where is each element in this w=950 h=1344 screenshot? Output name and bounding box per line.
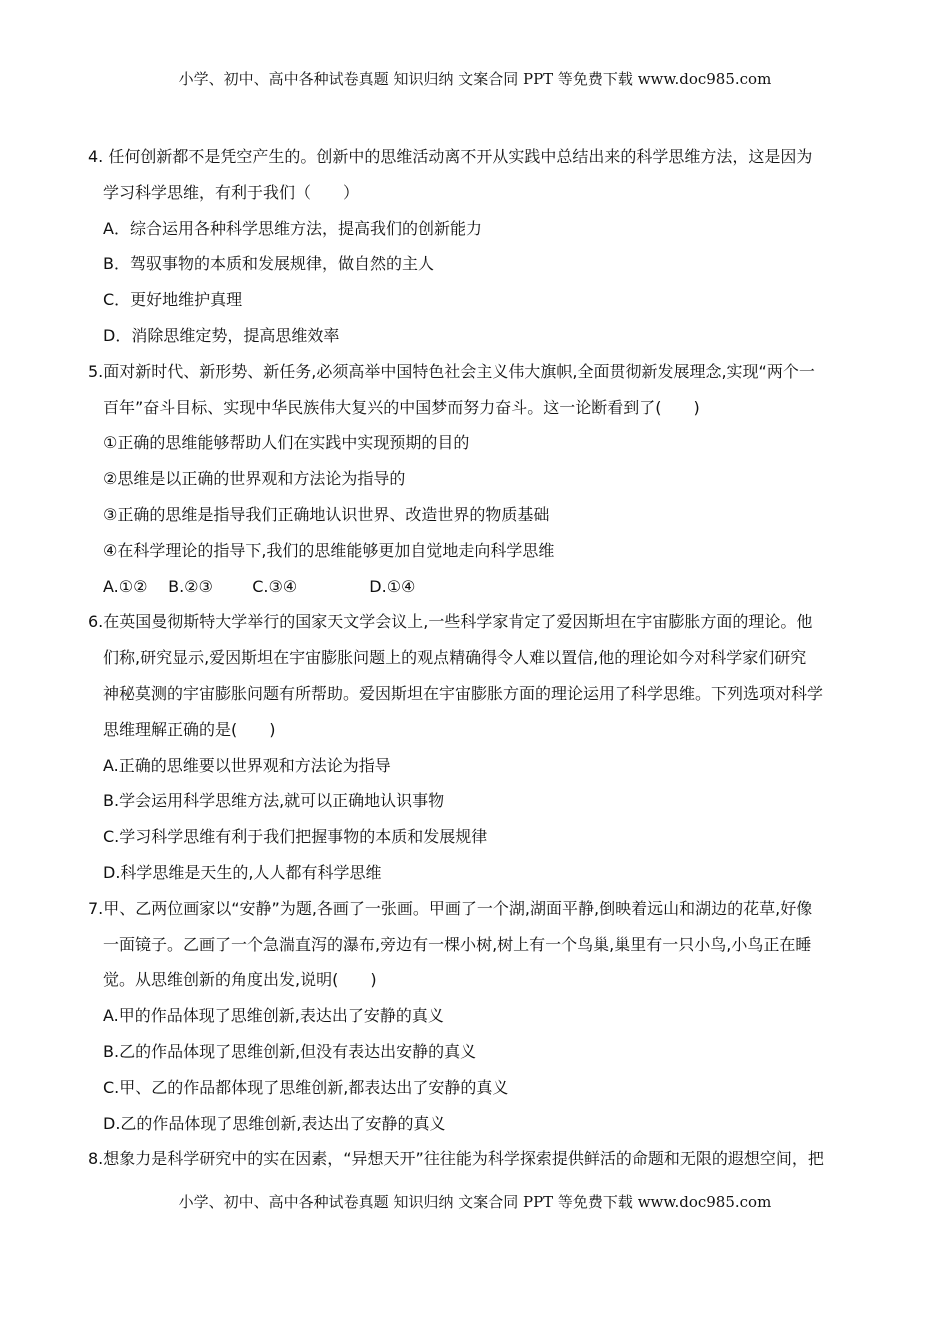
question-7-option-b: B.乙的作品体现了思维创新,但没有表达出安静的真义 — [103, 1041, 477, 1061]
question-6-stem-line-3: 神秘莫测的宇宙膨胀问题有所帮助。爱因斯坦在宇宙膨胀方面的理论运用了科学思维。下列选项对科学 — [103, 683, 824, 703]
question-5-stem-line-2: 百年”奋斗目标、实现中华民族伟大复兴的中国梦而努力奋斗。这一论断看到了( ) — [103, 397, 700, 417]
footer-banner: 小学、初中、高中各种试卷真题 知识归纳 文案合同 PPT 等免费下载 www.doc985.com — [178, 1193, 772, 1211]
question-6-option-c: C.学习科学思维有利于我们把握事物的本质和发展规律 — [103, 827, 488, 847]
question-4-stem-line-1: 4. 任何创新都不是凭空产生的。创新中的思维活动离不开从实践中总结出来的科学思维方法，这是因为 — [88, 147, 813, 166]
question-5-statement-3: ③正确的思维是指导我们正确地认识世界、改造世界的物质基础 — [103, 504, 550, 524]
question-4-option-d: D．消除思维定势，提高思维效率 — [103, 325, 340, 345]
question-5 — [88, 358, 866, 609]
question-6-stem-line-4: 思维理解正确的是( ) — [103, 719, 276, 739]
question-5-stem-line-1: 5.面对新时代、新形势、新任务,必须高举中国特色社会主义伟大旗帜,全面贯彻新发展理念,实现“两个一 — [88, 361, 815, 381]
question-7-stem-line-3: 觉。从思维创新的角度出发,说明( ) — [103, 970, 377, 990]
question-4-option-b: B．驾驭事物的本质和发展规律，做自然的主人 — [103, 254, 434, 274]
question-5-options — [88, 573, 866, 609]
question-6-stem-line-1: 6.在英国曼彻斯特大学举行的国家天文学会议上,一些科学家肯定了爱因斯坦在宇宙膨胀方面的理论。他 — [88, 612, 813, 632]
question-6-stem-line-2: 们称,研究显示,爱因斯坦在宇宙膨胀问题上的观点精确得令人难以置信,他的理论如今对科学家们研究 — [103, 648, 807, 668]
question-4-option-c: C．更好地维护真理 — [103, 290, 243, 310]
question-5-option-d: D.①④ — [369, 576, 416, 596]
question-5-option-c: C.③④ — [252, 576, 298, 596]
question-7-stem-line-1: 7.甲、乙两位画家以“安静”为题,各画了一张画。甲画了一个湖,湖面平静,倒映着远山和湖边的花草,好像 — [88, 898, 813, 918]
question-5-statement-2: ②思维是以正确的世界观和方法论为指导的 — [103, 469, 406, 489]
question-7-stem-line-2: 一面镜子。乙画了一个急湍直泻的瀑布,旁边有一棵小树,树上有一个鸟巢,巢里有一只小鸟,小鸟正在睡 — [103, 934, 812, 954]
header-banner: 小学、初中、高中各种试卷真题 知识归纳 文案合同 PPT 等免费下载 www.doc985.com — [178, 70, 772, 88]
question-8-stem-line-1: 8.想象力是科学研究中的实在因素，“异想天开”往往能为科学探索提供鲜活的命题和无限的遐想空间，把 — [88, 1149, 824, 1169]
question-7-option-d: D.乙的作品体现了思维创新,表达出了安静的真义 — [103, 1113, 446, 1133]
question-4-option-a: A．综合运用各种科学思维方法，提高我们的创新能力 — [103, 218, 482, 238]
question-7-option-c: C.甲、乙的作品都体现了思维创新,都表达出了安静的真义 — [103, 1077, 509, 1097]
question-8 — [88, 1145, 866, 1181]
question-5-statement-1: ①正确的思维能够帮助人们在实践中实现预期的目的 — [103, 433, 470, 453]
question-6-option-d: D.科学思维是天生的,人人都有科学思维 — [103, 862, 382, 882]
question-4 — [88, 143, 866, 358]
question-4-stem-line-2: 学习科学思维，有利于我们（ ） — [103, 182, 360, 202]
question-7 — [88, 895, 866, 1146]
question-6 — [88, 608, 866, 894]
question-6-option-a: A.正确的思维要以世界观和方法论为指导 — [103, 755, 391, 775]
question-5-statement-4: ④在科学理论的指导下,我们的思维能够更加自觉地走向科学思维 — [103, 540, 555, 560]
question-6-option-b: B.学会运用科学思维方法,就可以正确地认识事物 — [103, 791, 445, 811]
question-5-option-b: B.②③ — [168, 576, 213, 596]
document-body — [88, 143, 866, 1181]
question-7-option-a: A.甲的作品体现了思维创新,表达出了安静的真义 — [103, 1006, 444, 1026]
question-5-option-a: A.①② — [103, 576, 148, 596]
